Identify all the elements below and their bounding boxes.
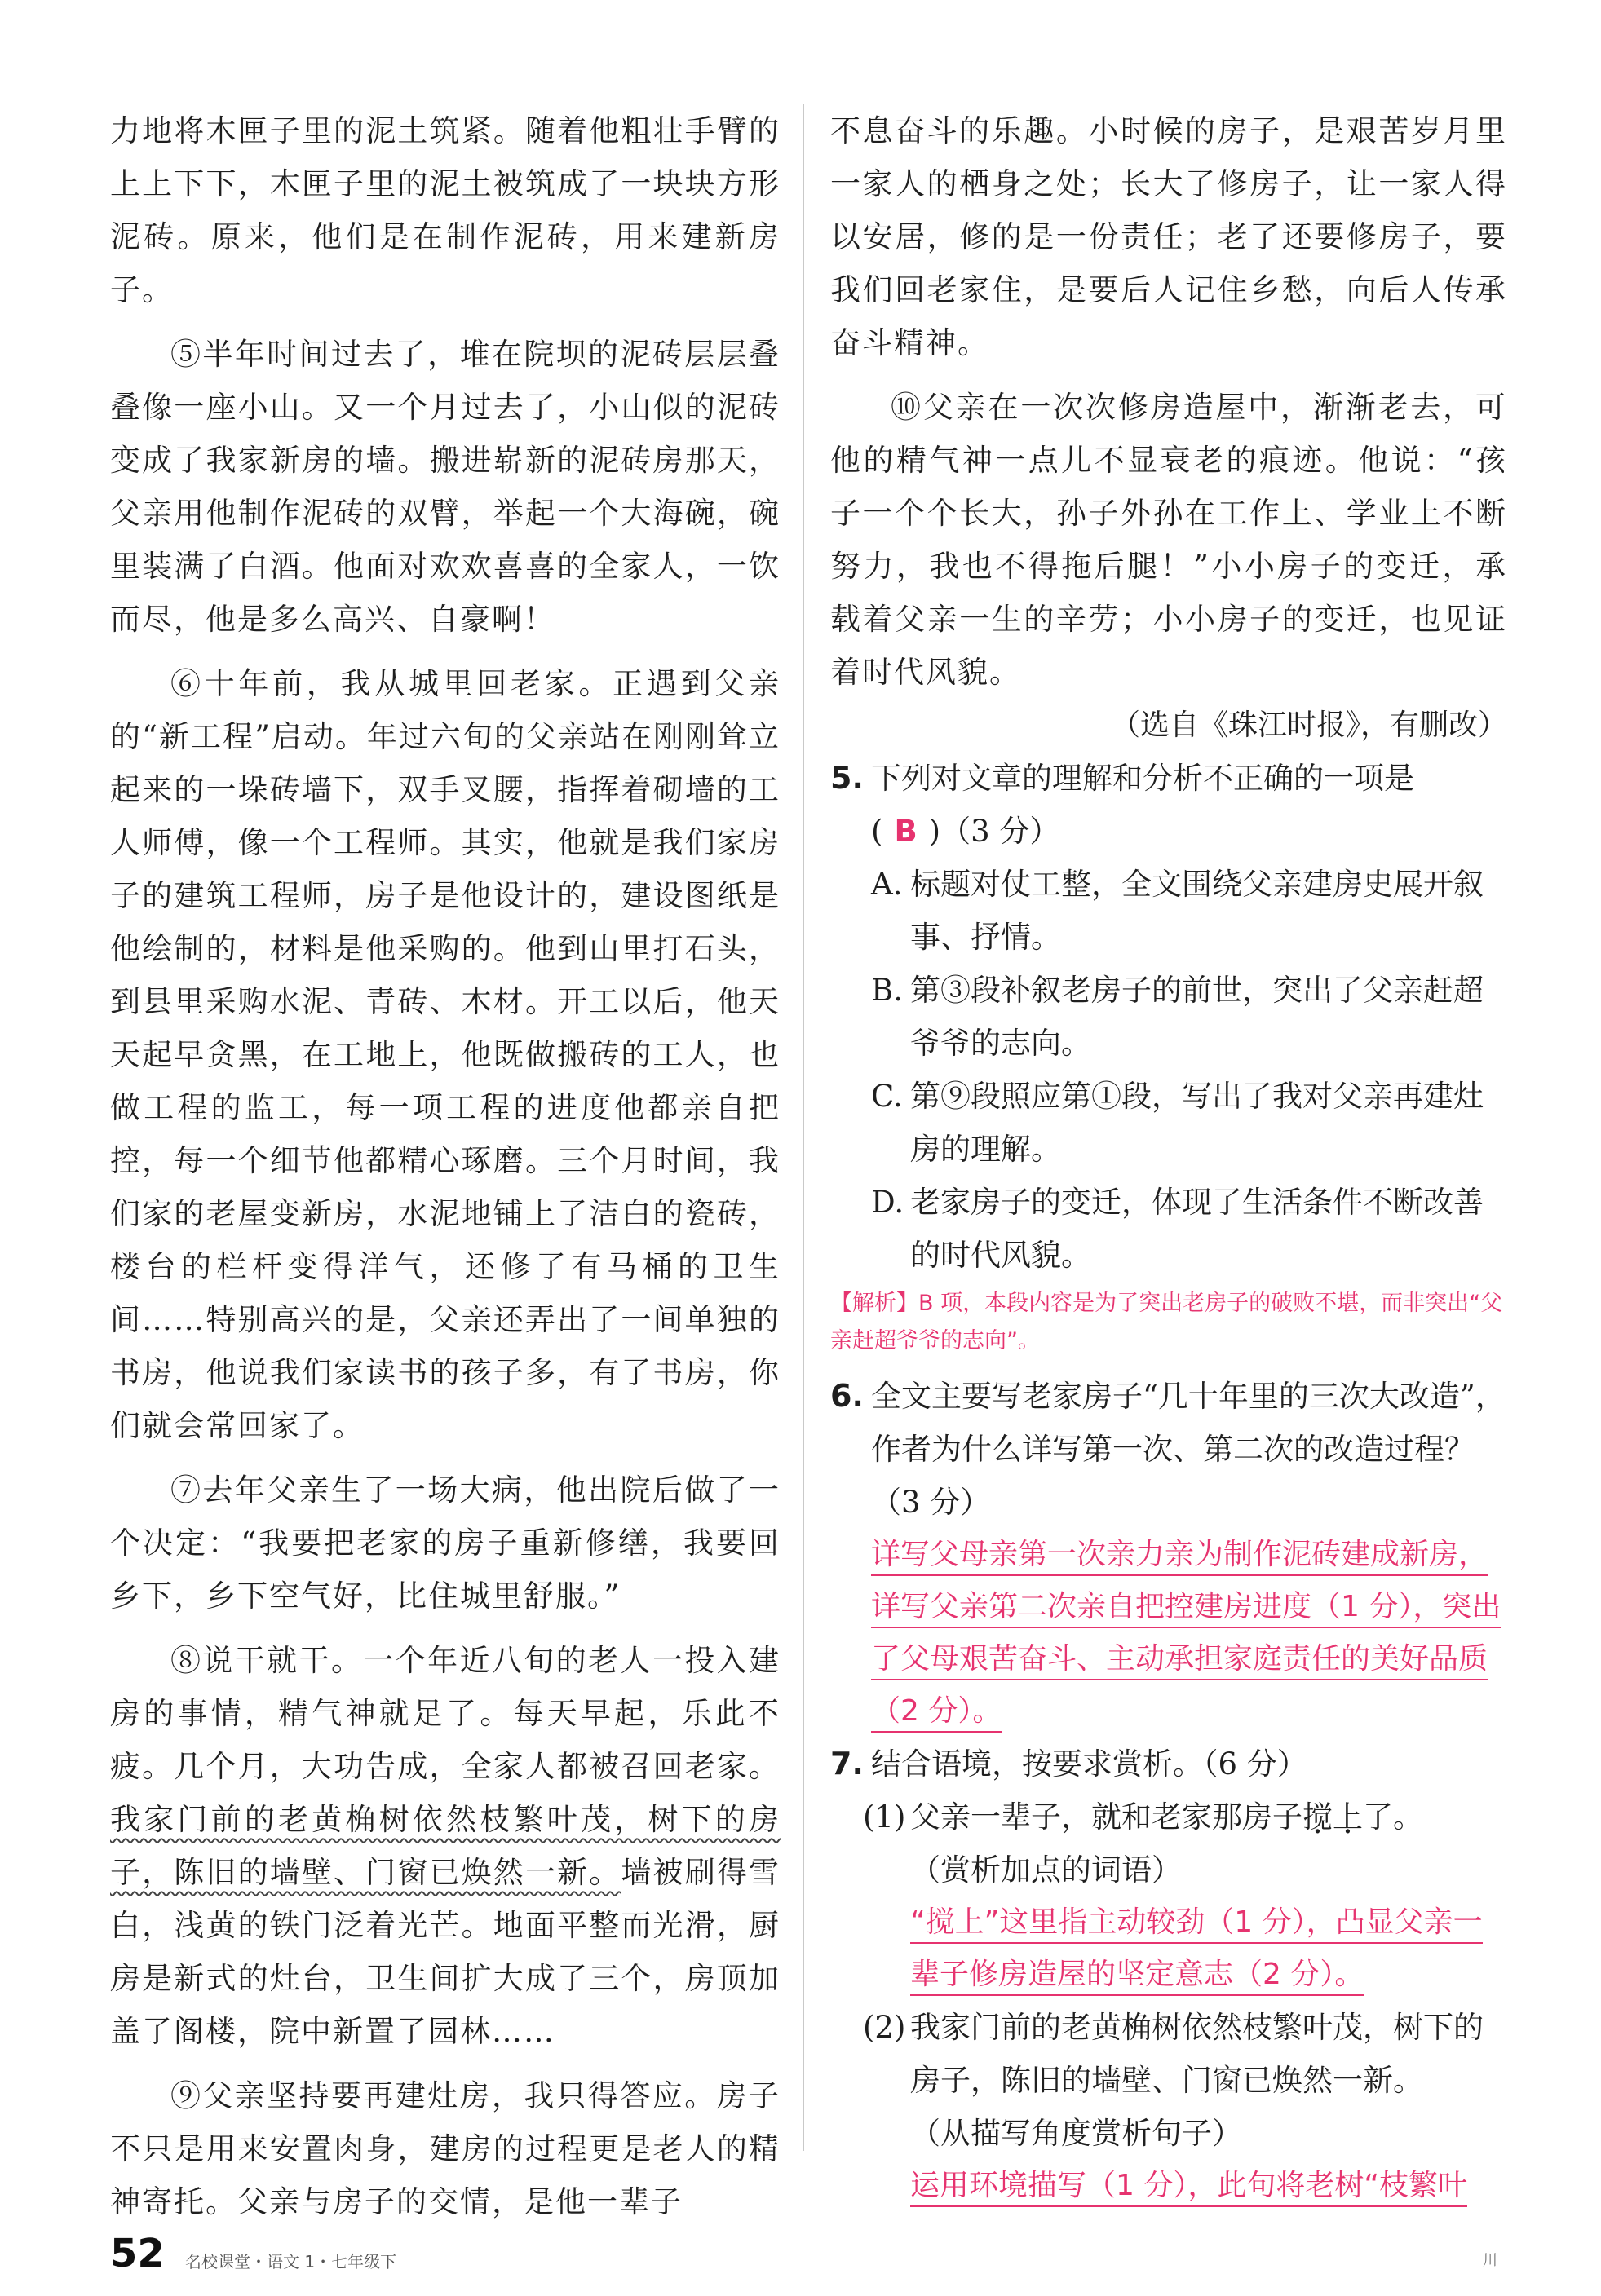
option-c-label: C. [871, 1079, 903, 1114]
option-a-text: 标题对仗工整，全文围绕父亲建房史展开叙事、抒情。 [910, 867, 1484, 955]
question-5-stem: 下列对文章的理解和分析不正确的一项是 [871, 761, 1414, 796]
question-7-sub-2 [830, 2001, 1507, 2107]
paragraph-9: ⑨父亲坚持要再建灶房，我只得答应。房子不只是用来安置肉身，建房的过程更是老人的精神寄托。父亲与房子的交情，是他一辈子 [110, 2078, 781, 2219]
question-5-score: （3 分） [940, 814, 1060, 849]
analysis-text: B 项，本段内容是为了突出老房子的破败不堪，而非突出“父亲赶超爷爷的志向”。 [830, 1291, 1503, 1353]
sub-2-hint: （从描写角度赏析句子） [910, 2116, 1242, 2151]
column-divider [803, 104, 804, 2151]
question-7 [830, 1737, 1507, 1790]
answer-bracket: ( B ) [871, 814, 941, 849]
option-a-label: A. [871, 867, 903, 902]
corner-mark: 川 [1483, 2252, 1497, 2269]
sub-1-label: (1) [863, 1799, 906, 1835]
option-b-text: 第③段补叙老房子的前世，突出了父亲赶超爷爷的志向。 [910, 973, 1484, 1061]
dotted-char-1: 搅 [1302, 1799, 1333, 1835]
option-c-text: 第⑨段照应第①段，写出了我对父亲再建灶房的理解。 [910, 1079, 1484, 1167]
option-d-label: D. [871, 1185, 904, 1220]
dotted-char-2: 上 [1333, 1799, 1363, 1835]
question-5 [830, 752, 1507, 858]
left-column [110, 104, 781, 2228]
book-info: 名校课堂・语文 1・七年级下 [185, 2252, 397, 2272]
question-5-number: 5. [830, 760, 864, 796]
page-number: 52 [110, 2231, 165, 2276]
sub-2-answer-text: 运用环境描写（1 分），此句将老树“枝繁叶 [910, 2169, 1467, 2207]
paragraph-8-tail: 墙被刷得雪白，浅黄的铁门泛着光芒。地面平整而光滑，厨房是新式的灶台，卫生间扩大成了三个，房顶加盖了阁楼，院中新置了园林…… [110, 1855, 781, 2049]
question-6-answer-text: 详写父母亲第一次亲力亲为制作泥砖建成新房，详写父亲第二次亲自把控建房进度（1 分），突出了父母艰苦奋斗、主动承担家庭责任的美好品质（2 分）。 [871, 1538, 1501, 1733]
question-5-analysis [830, 1285, 1507, 1360]
sub-2-answer [910, 2160, 1507, 2212]
option-a [871, 858, 1507, 964]
wavy-underlined-sentence: 我家门前的老黄桷树依然枝繁叶茂，树下的房子，陈旧的墙壁、门窗已焕然一新。 [110, 1802, 781, 1890]
paragraph-9-continued: 不息奋斗的乐趣。小时候的房子，是艰苦岁月里一家人的栖身之处；长大了修房子，让一家人得以安居，修的是一份责任；老了还要修房子，要我们回老家住，是要后人记住乡愁，向后人传承奋斗精神。 [830, 113, 1507, 360]
question-6-stem: 全文主要写老家房子“几十年里的三次大改造”，作者为什么详写第一次、第二次的改造过程？（3 分） [871, 1379, 1506, 1520]
question-7-stem: 结合语境，按要求赏析。（6 分） [871, 1746, 1307, 1782]
analysis-tag: 【解析】 [830, 1291, 918, 1316]
source-citation: （选自《珠江时报》，有删改） [1110, 709, 1507, 742]
sub-2-text: 我家门前的老黄桷树依然枝繁叶茂，树下的房子，陈旧的墙壁、门窗已焕然一新。 [910, 2010, 1484, 2098]
sub-1-hint: （赏析加点的词语） [910, 1852, 1182, 1888]
question-6-answer [871, 1529, 1507, 1737]
sub-1-answer-text: “搅上”这里指主动较劲（1 分），凸显父亲一辈子修房造屋的坚定意志（2 分）。 [910, 1905, 1483, 1996]
paragraph-8-lead: ⑧说干就干。一个年近八旬的老人一投入建房的事情，精气神就足了。每天早起，乐此不疲。几个月，大功告成，全家人都被召回老家。 [110, 1643, 781, 1784]
right-column [830, 104, 1507, 2212]
question-7-number: 7. [830, 1746, 864, 1782]
option-b-label: B. [871, 973, 903, 1008]
option-b [871, 964, 1507, 1070]
paragraph-8 [110, 1634, 781, 2058]
sub-2-label: (2) [863, 2010, 906, 2045]
question-6 [830, 1370, 1507, 1529]
paragraph-5: ⑤半年时间过去了，堆在院坝的泥砖层层叠叠像一座小山。又一个月过去了，小山似的泥砖变成了我家新房的墙。搬进崭新的泥砖房那天，父亲用他制作泥砖的双臂，举起一个大海碗，碗里装满了白酒。他面对欢欢喜喜的全家人，一饮而尽，他是多么高兴、自豪啊！ [110, 337, 781, 637]
question-5-answer: B [894, 814, 918, 849]
sub-1-before: 父亲一辈子，就和老家那房子 [910, 1799, 1302, 1835]
sub-1-answer [910, 1896, 1507, 2001]
sub-1-after: 了。 [1363, 1799, 1423, 1835]
question-7-sub-1 [830, 1790, 1507, 1843]
question-5-options [871, 858, 1507, 1282]
option-d-text: 老家房子的变迁，体现了生活条件不断改善的时代风貌。 [910, 1185, 1484, 1273]
question-6-number: 6. [830, 1378, 864, 1414]
option-d [871, 1176, 1507, 1282]
paragraph-10: ⑩父亲在一次次修房造屋中，渐渐老去，可他的精气神一点儿不显衰老的痕迹。他说：“孩子一个个长大，孙子外孙在工作上、学业上不断努力，我也不得拖后腿！”小小房子的变迁，承载着父亲一生的辛劳；小小房子的变迁，也见证着时代风貌。 [830, 390, 1507, 690]
option-c [871, 1070, 1507, 1176]
paragraph-7: ⑦去年父亲生了一场大病，他出院后做了一个决定：“我要把老家的房子重新修缮，我要回乡下，乡下空气好，比住城里舒服。” [110, 1473, 781, 1614]
paragraph-6: ⑥十年前，我从城里回老家。正遇到父亲的“新工程”启动。年过六旬的父亲站在刚刚耸立起来的一垛砖墙下，双手叉腰，指挥着砌墙的工人师傅，像一个工程师。其实，他就是我们家房子的建筑工程师，房子是他设计的，建设图纸是他绘制的，材料是他采购的。他到山里打石头，到县里采购水泥、青砖、木材。开工以后，他天天起早贪黑，在工地上，他既做搬砖的工人，也做工程的监工，每一项工程的进度他都亲自把控，每一个细节他都精心琢磨。三个月时间，我们家的老屋变新房，水泥地铺上了洁白的瓷砖，楼台的栏杆变得洋气，还修了有马桶的卫生间……特别高兴的是，父亲还弄出了一间单独的书房，他说我们家读书的孩子多，有了书房，你们就会常回家了。 [110, 666, 781, 1443]
paragraph-4-continued: 力地将木匣子里的泥土筑紧。随着他粗壮手臂的上上下下，木匣子里的泥土被筑成了一块块方形泥砖。原来，他们是在制作泥砖，用来建新房子。 [110, 113, 781, 307]
